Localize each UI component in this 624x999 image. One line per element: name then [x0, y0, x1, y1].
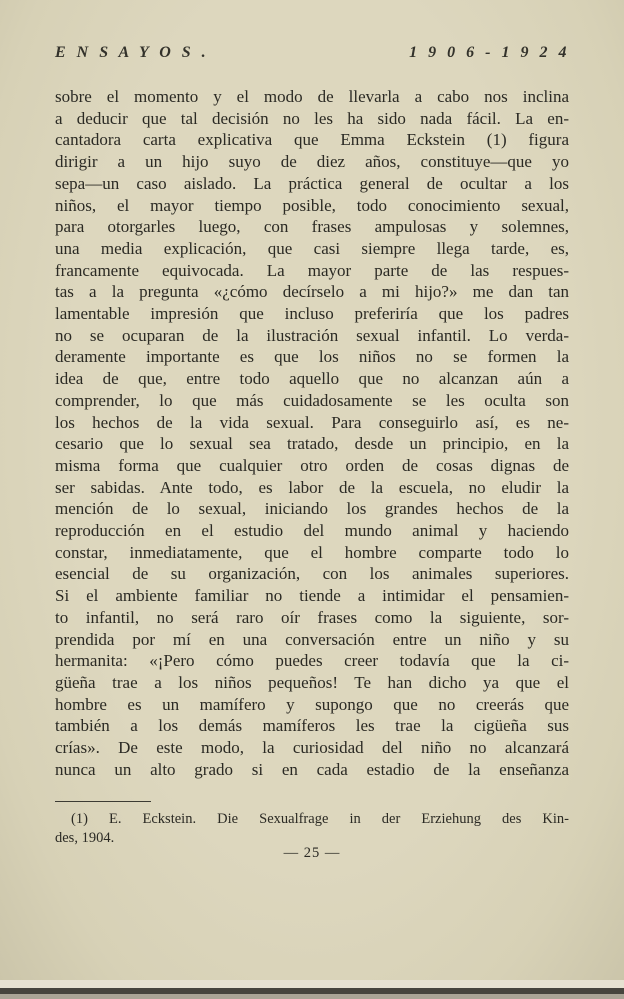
text-line: (1) E. Eckstein. Die Sexualfrage in der Erziehung des Kin- — [71, 811, 569, 827]
text-line: esencial de su organización, con los animales superiores. — [55, 564, 569, 584]
header-series-title: E N S A Y O S . — [55, 44, 210, 61]
header-years: 1 9 0 6 - 1 9 2 4 — [409, 44, 570, 61]
text-line: crías». De este modo, la curiosidad del niño no alcanzará — [55, 738, 569, 758]
text-line: nunca un alto grado si en cada estadio de la enseñanza — [55, 759, 569, 779]
text-line: deramente importante es que los niños no se formen la — [55, 347, 569, 367]
text-line: niños, el mayor tiempo posible, todo conocimiento sexual, — [55, 195, 569, 215]
text-line: sepa—un caso aislado. La práctica general de ocultar a los — [55, 173, 569, 193]
text-line: to infantil, no será raro oír frases como la siguiente, sor- — [55, 607, 569, 627]
text-line: sobre el momento y el modo de llevarla a cabo nos inclina — [55, 87, 569, 106]
scan-bottom-edge — [0, 980, 624, 988]
text-line: dirigir a un hijo suyo de diez años, constituye—que yo — [55, 152, 569, 172]
text-line: misma forma que cualquier otro orden de cosas dignas de — [55, 455, 569, 475]
text-line: cesario que lo sexual sea tratado, desde un principio, en la — [55, 434, 569, 454]
text-line: prendida por mí en una conversación entre un niño y su — [55, 629, 569, 649]
text-line: reproducción en el estudio del mundo animal y haciendo — [55, 521, 569, 541]
scan-bottom-margin — [0, 994, 624, 999]
text-line: constar, inmediatamente, que el hombre comparte todo lo — [55, 542, 569, 562]
text-line: des, 1904. — [55, 830, 115, 846]
text-line: ser sabidas. Ante todo, es labor de la escuela, no eludir la — [55, 477, 569, 497]
text-line: a deducir que tal decisión no les ha sido nada fácil. La en- — [55, 108, 569, 128]
text-line: comprender, lo que más cuidadosamente se les oculta son — [55, 390, 569, 410]
text-line: hombre es un mamífero y supongo que no creerás que — [55, 694, 569, 714]
text-line: lamentable impresión que incluso preferiría que los padres — [55, 304, 569, 324]
text-line: también a los demás mamíferos les trae la cigüeña sus — [55, 716, 569, 736]
page-number: — 25 — — [283, 845, 341, 861]
text-line: Si el ambiente familiar no tiende a intimidar el pensamien- — [55, 586, 569, 606]
text-line: güeña trae a los niños pequeños! Te han dicho ya que el — [55, 672, 569, 692]
text-line: no se ocuparan de la ilustración sexual infantil. Lo verda- — [55, 325, 569, 345]
text-line: tas a la pregunta «¿cómo decírselo a mi hijo?» me dan tan — [55, 282, 569, 302]
text-line: francamente equivocada. La mayor parte de las respues- — [55, 260, 569, 280]
footnote-rule — [55, 801, 151, 802]
text-line: los hechos de la vida sexual. Para conseguirlo así, es ne- — [55, 412, 569, 432]
text-line: hermanita: «¡Pero cómo puedes creer todavía que la ci- — [55, 651, 569, 671]
footnote — [55, 810, 569, 848]
page-header — [55, 44, 570, 62]
text-line: para otorgarles luego, con frases ampulosas y solemnes, — [55, 217, 569, 237]
text-line: cantadora carta explicativa que Emma Eckstein (1) figura — [55, 130, 569, 150]
body-text — [55, 86, 569, 781]
text-line: una media explicación, que casi siempre llega tarde, es, — [55, 238, 569, 258]
text-line: idea de que, entre todo aquello que no alcanzan aún a — [55, 369, 569, 389]
text-line: mención de lo sexual, iniciando los grandes hechos de la — [55, 499, 569, 519]
